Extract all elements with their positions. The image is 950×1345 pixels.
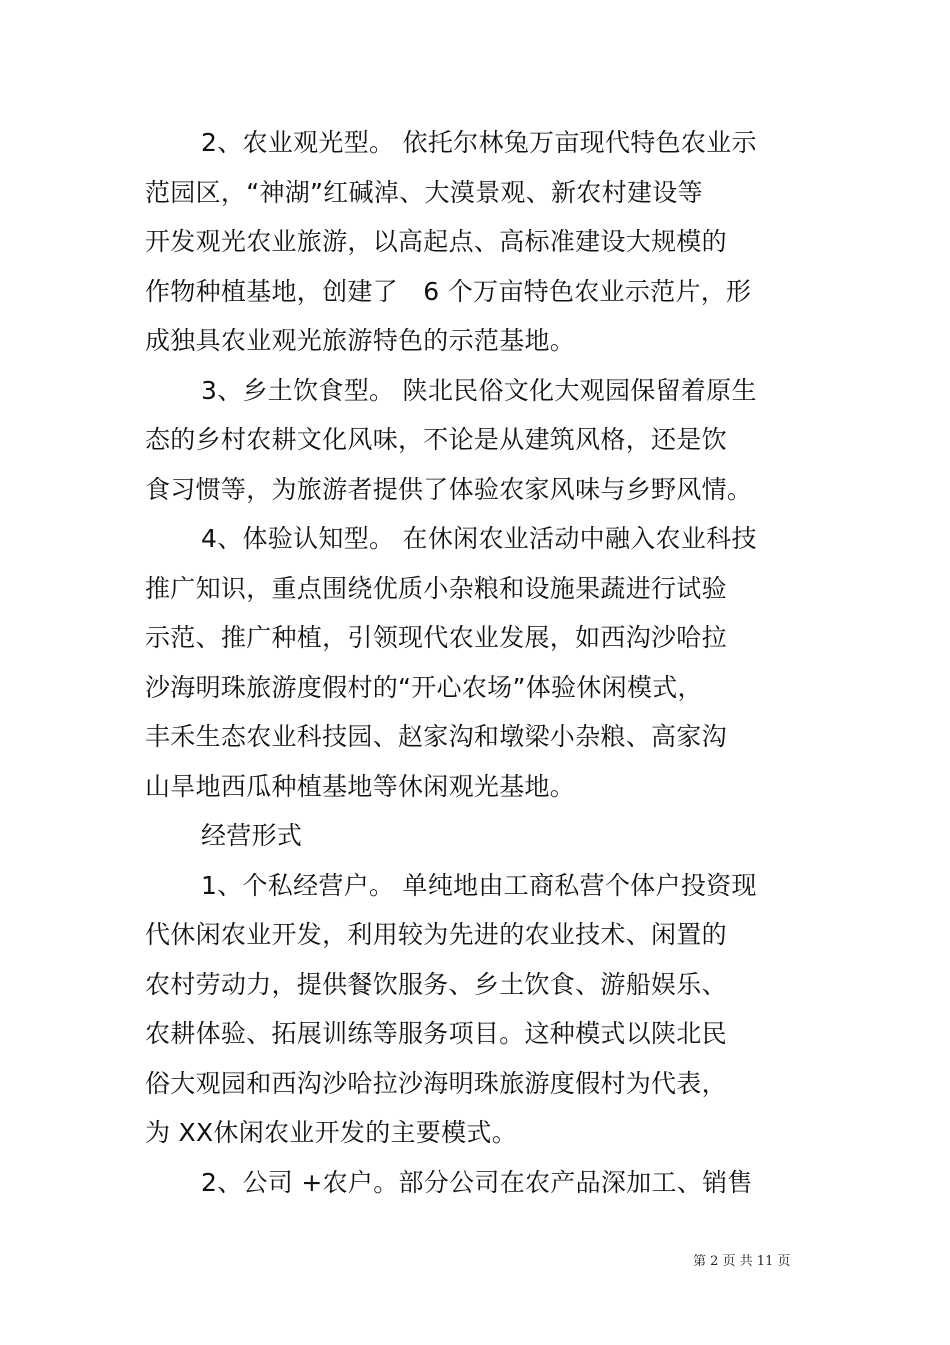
text-line: 丰禾生态农业科技园、赵家沟和墩梁小杂粮、高家沟 bbox=[145, 722, 727, 751]
text-line: 农耕体验、拓展训练等服务项目。这种模式以陕北民 bbox=[145, 1019, 727, 1048]
text-line: 3、乡土饮食型。 陕北民俗文化大观园保留着原生 bbox=[201, 375, 757, 405]
text-line: 沙海明珠旅游度假村的“开心农场”体验休闲模式， bbox=[145, 672, 703, 702]
text-line: 4、体验认知型。 在休闲农业活动中融入农业科技 bbox=[201, 524, 757, 553]
text-line: 范园区，“神湖”红碱淖、大漠景观、新农村建设等 bbox=[145, 177, 703, 207]
text-line: 食习惯等，为旅游者提供了体验农家风味与乡野风情。 bbox=[145, 474, 753, 504]
text-line: 俗大观园和西沟沙哈拉沙海明珠旅游度假村为代表， bbox=[145, 1068, 727, 1098]
page-number: 第 2 页 共 11 页 bbox=[693, 1254, 791, 1269]
text-line: 示范、推广种植，引领现代农业发展，如西沟沙哈拉 bbox=[145, 623, 727, 652]
text-line: 2、农业观光型。 依托尔林兔万亩现代特色农业示 bbox=[201, 128, 757, 157]
text-line: 经营形式 bbox=[201, 821, 303, 850]
text-line: 态的乡村农耕文化风味，不论是从建筑风格，还是饮 bbox=[145, 425, 727, 454]
text-line: 山旱地西瓜种植基地等休闲观光基地。 bbox=[145, 771, 576, 801]
text-line: 农村劳动力，提供餐饮服务、乡土饮食、游船娱乐、 bbox=[145, 969, 727, 999]
text-line: 2、公司 +农户。部分公司在农产品深加工、销售 bbox=[201, 1167, 753, 1197]
text-line: 为 XX休闲农业开发的主要模式。 bbox=[145, 1118, 518, 1147]
text-line: 成独具农业观光旅游特色的示范基地。 bbox=[145, 326, 576, 355]
text-line: 代休闲农业开发，利用较为先进的农业技术、闲置的 bbox=[145, 920, 727, 949]
text-line: 作物种植基地，创建了 6 个万亩特色农业示范片，形 bbox=[145, 276, 752, 306]
body-text bbox=[145, 118, 805, 1207]
text-line: 推广知识，重点围绕优质小杂粮和设施果蔬进行试验 bbox=[145, 573, 727, 603]
text-line: 开发观光农业旅游，以高起点、高标准建设大规模的 bbox=[145, 227, 727, 256]
text-line: 1、个私经营户。 单纯地由工商私营个体户投资现 bbox=[201, 870, 757, 900]
